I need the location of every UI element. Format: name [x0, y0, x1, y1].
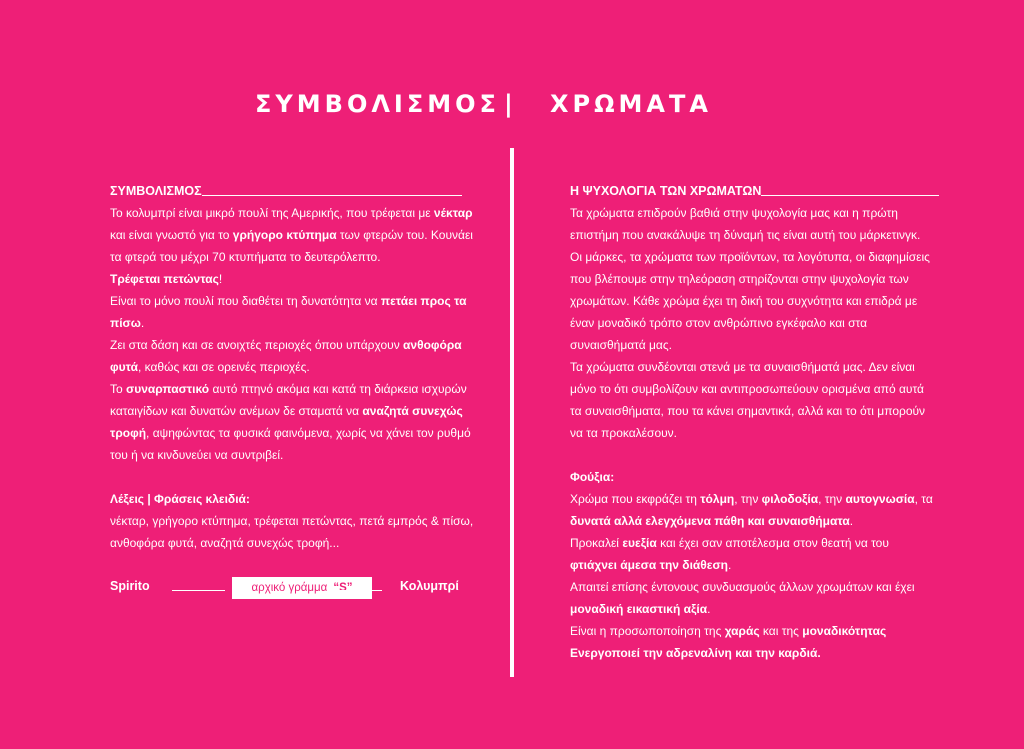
plain-text: Το [110, 382, 127, 396]
emphasis-text: Ενεργοποιεί την αδρεναλίνη και την καρδιά. [570, 646, 821, 660]
emphasis-text: Τρέφεται πετώντας [110, 272, 219, 286]
emphasis-text: χαράς [724, 624, 760, 638]
text-line: να τα προκαλέσουν. [570, 426, 678, 440]
emphasis-text: μοναδικότητας [802, 624, 887, 638]
color-psychology-column [570, 180, 933, 664]
heading-underline [761, 195, 939, 196]
plain-text: , την [818, 492, 846, 506]
fuchsia-body [570, 488, 933, 664]
text-line [110, 334, 460, 356]
plain-text: . [728, 558, 732, 572]
text-line [570, 576, 920, 598]
emphasis-text: τόλμη [700, 492, 735, 506]
name-origin-row [110, 577, 459, 599]
text-line: χρωμάτων. Κάθε χρώμα έχει τη δική του συχνότητα και επιδρά με [570, 294, 918, 308]
text-line [570, 554, 920, 576]
plain-text: του ή να κινδυνεύει να συντριβεί. [110, 448, 284, 462]
connector-line-left [172, 590, 225, 591]
plain-text: . [140, 316, 145, 330]
plain-text: Είναι η προσωποποίηση της [570, 624, 725, 638]
plain-text: Απαιτεί επίσης έντονους συνδυασμούς άλλων χρωμάτων και έχει [570, 580, 915, 594]
emphasis-text: συναρπαστικό [126, 382, 210, 396]
plain-text: , την [734, 492, 762, 506]
spacer [110, 466, 460, 488]
text-line: μόνο το ότι συμβολίζουν και αντιπροσωπεύουν ορισμένα από αυτά [570, 382, 924, 396]
plain-text: . [707, 602, 711, 616]
plain-text: και έχει σαν αποτέλεσμα στον θεατή να του [656, 536, 889, 550]
emphasis-text: πετάει προς τα [380, 294, 467, 308]
color-psychology-body [570, 202, 930, 444]
color-psychology-heading: Η ΨΥΧΟΛΟΓΙΑ ΤΩΝ ΧΡΩΜΑΤΩΝ [570, 180, 920, 202]
plain-text: τα φτερά του μέχρι 70 κτυπήματα το δευτερόλεπτο. [110, 250, 381, 264]
plain-text: Χρώμα που εκφράζει τη [570, 492, 701, 506]
text-line [110, 246, 460, 268]
plain-text: . [849, 514, 854, 528]
emphasis-text: αναζητά συνεχώς [362, 404, 463, 418]
plain-text: , τα [914, 492, 933, 506]
text-line: Τα χρώματα επιδρούν βαθιά στην ψυχολογία μας και η πρώτη [570, 206, 898, 220]
emphasis-text: πίσω [110, 316, 141, 330]
connector-line-right [332, 590, 382, 591]
text-line: Τα χρώματα συνδέονται στενά με τα συναισθήματά μας. Δεν είναι [570, 360, 915, 374]
emphasis-text: μοναδική εικαστική αξία [570, 602, 708, 616]
plain-text: καταιγίδων και δυνατών ανέμων δε σταματά να [110, 404, 363, 418]
plain-text: Είναι το μόνο πουλί που διαθέτει τη δυνατότητα να [110, 294, 381, 308]
symbolism-column [110, 180, 474, 554]
text-line [570, 488, 933, 510]
plain-text: Ζει στα δάση και σε ανοιχτές περιοχές όπου υπάρχουν [110, 338, 404, 352]
text-line: τα συναισθήματα, που τα κάνει σημαντικά, αλλά και το ότι μπορούν [570, 404, 926, 418]
text-line [110, 400, 463, 422]
plain-text: ! [218, 272, 223, 286]
text-line [570, 532, 920, 554]
header-separator: | [504, 90, 517, 118]
plain-text: Προκαλεί [570, 536, 623, 550]
hummingbird-label: Κολυμπρί [400, 579, 459, 593]
text-line [110, 224, 473, 246]
text-line [110, 312, 460, 334]
text-line: επιστήμη που ανακάλυψε τη δύναμή τις είναι αυτή του μάρκετινγκ. [570, 228, 921, 242]
emphasis-text: τροφή [110, 426, 147, 440]
text-line [570, 620, 920, 642]
plain-text: αυτό πτηνό ακόμα και κατά τη διάρκεια ισχυρών [209, 382, 467, 396]
keywords-heading: Λέξεις | Φράσεις κλειδιά: [110, 492, 250, 506]
vertical-divider [510, 148, 514, 677]
page-header [0, 90, 1024, 120]
emphasis-text: αυτογνωσία [845, 492, 915, 506]
text-line [110, 356, 460, 378]
fuchsia-heading: Φούξια: [570, 470, 615, 484]
emphasis-text: γρήγορο κτύπημα [232, 228, 337, 242]
heading-underline [202, 195, 462, 196]
text-line [110, 444, 460, 466]
plain-text: , αψηφώντας τα φυσικά φαινόμενα, χωρίς να χάνει τον ρυθμό [146, 426, 471, 440]
initial-letter-box: αρχικό γράμμα “S” [232, 577, 372, 599]
emphasis-text: ευεξία [622, 536, 657, 550]
emphasis-text: φτιάχνει άμεσα την διάθεση [570, 558, 728, 572]
plain-text: Το κολυμπρί είναι μικρό πουλί της Αμερικής, που τρέφεται με [110, 206, 434, 220]
text-line [110, 268, 460, 290]
plain-text: των φτερών του. Κουνάει [336, 228, 473, 242]
header-symbolism-title: ΣΥΜΒΟΛΙΣΜΟΣ [255, 90, 500, 118]
keywords-line-1: νέκταρ, γρήγορο κτύπημα, τρέφεται πετώντας, πετά εμπρός & πίσω, [110, 514, 474, 528]
plain-text: , καθώς και σε ορεινές περιοχές. [137, 360, 310, 374]
text-line: έναν μοναδικό τρόπο στον ανθρώπινο εγκέφαλο και στα [570, 316, 868, 330]
text-line [110, 202, 473, 224]
spacer [570, 444, 920, 466]
keywords-line-2: ανθοφόρα φυτά, αναζητά συνεχώς τροφή... [110, 536, 340, 550]
emphasis-text: φυτά [110, 360, 138, 374]
text-line [110, 422, 471, 444]
text-line: που βλέπουμε στην τηλεόραση στηρίζονται στην ψυχολογία των [570, 272, 909, 286]
emphasis-text: φιλοδοξία [761, 492, 819, 506]
text-line [570, 642, 920, 664]
text-line [570, 510, 920, 532]
header-colors-title: ΧΡΩΜΑΤΑ [550, 90, 712, 118]
symbolism-body [110, 202, 473, 466]
plain-text: και είναι γνωστό για το [110, 228, 233, 242]
text-line [570, 598, 920, 620]
text-line [110, 290, 467, 312]
text-line: Οι μάρκες, τα χρώματα των προϊόντων, τα λογότυπα, οι διαφημίσεις [570, 250, 930, 264]
emphasis-text: νέκταρ [433, 206, 473, 220]
emphasis-text: ανθοφόρα [403, 338, 462, 352]
emphasis-text: δυνατά αλλά ελεγχόμενα πάθη και συναισθήματα [570, 514, 850, 528]
text-line [110, 378, 467, 400]
spirito-label: Spirito [110, 579, 150, 593]
text-line: συναισθήματά μας. [570, 338, 672, 352]
plain-text: και της [759, 624, 803, 638]
symbolism-heading: ΣΥΜΒΟΛΙΣΜΟΣ [110, 180, 460, 202]
